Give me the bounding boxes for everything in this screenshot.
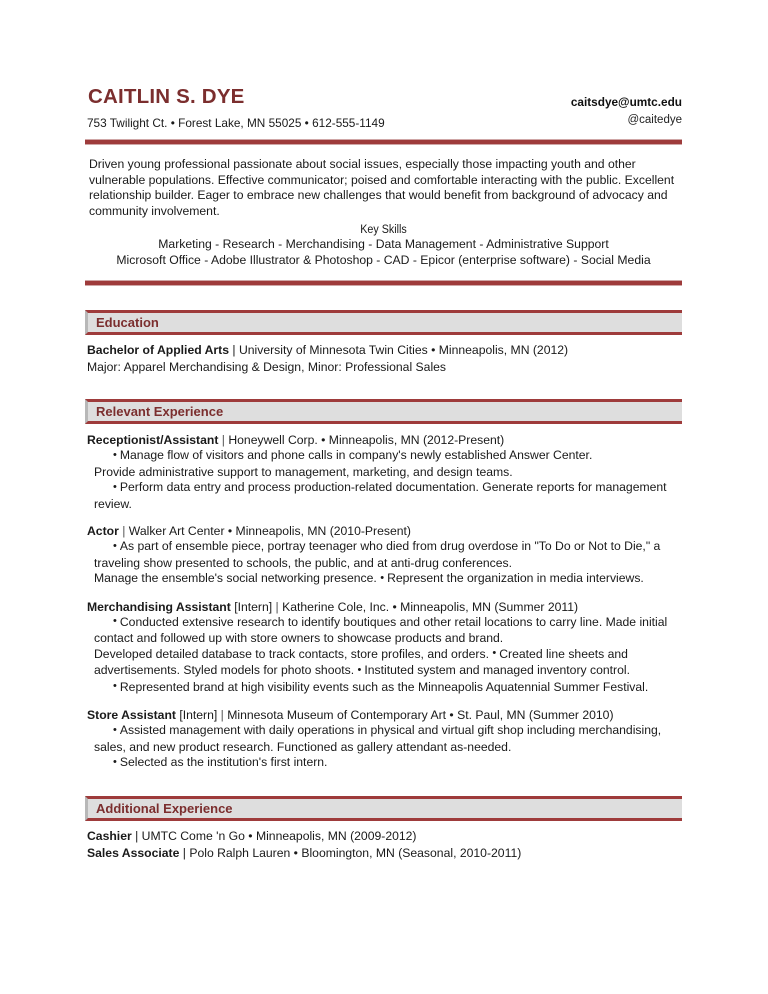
additional-experience-organization: UMTC Come 'n Go • Minneapolis, MN (2009-2012) xyxy=(141,828,417,843)
experience-entry xyxy=(87,432,682,512)
bullet-icon: • xyxy=(113,755,117,768)
experience-bullet xyxy=(87,448,682,465)
experience-divider: | xyxy=(272,599,283,614)
experience-entry-heading xyxy=(87,707,682,723)
experience-bullet xyxy=(87,647,682,680)
experience-bullet-text: As part of ensemble piece, portray teenager who died from drug overdose in "To Do or Not to Die," a traveling show presented to schools, the public, and at anti-drug conferences. xyxy=(94,539,661,570)
education-divider: | xyxy=(228,343,239,357)
education-entries xyxy=(85,342,682,375)
experience-bullet-text: Assisted management with daily operations in physical and virtual gift shop including merchandising, sales, and new product research. Functioned as gallery attendant as-needed. xyxy=(94,723,662,754)
experience-bullet-text: Manage flow of visitors and phone calls in company's newly established Answer Center. xyxy=(119,448,593,462)
additional-experience-organization: Polo Ralph Lauren • Bloomington, MN (Seasonal, 2010-2011) xyxy=(189,845,522,860)
bullet-icon: • xyxy=(113,480,117,493)
additional-experience-divider: | xyxy=(179,845,190,860)
bullet-icon: • xyxy=(113,680,117,692)
experience-bullet-text: Instituted system and managed inventory control. xyxy=(364,663,630,677)
experience-bullet-text: Developed detailed database to track contacts, store profiles, and orders. xyxy=(94,646,489,661)
experience-bullet xyxy=(87,755,682,772)
experience-bullet xyxy=(87,723,682,755)
section-header-education-label: Education xyxy=(96,315,159,330)
experience-entry xyxy=(87,523,682,588)
contact-address: 753 Twilight Ct. • Forest Lake, MN 55025 • 612-555-1149 xyxy=(87,116,385,130)
summary-section xyxy=(85,157,682,268)
education-school: University of Minnesota Twin Cities • Minneapolis, MN (2012) xyxy=(238,343,569,357)
section-header-education xyxy=(85,310,682,335)
experience-bullet-text: Provide administrative support to management, marketing, and design teams. xyxy=(94,464,513,479)
experience-divider: | xyxy=(218,433,229,447)
additional-experience-row xyxy=(87,845,682,862)
experience-bullet xyxy=(87,571,682,588)
experience-bullet-text: Manage the ensemble's social networking presence. xyxy=(94,571,377,585)
bullet-icon: • xyxy=(113,723,117,736)
summary-divider-rule xyxy=(85,280,682,286)
experience-entry-heading xyxy=(87,432,682,448)
bullet-icon: • xyxy=(380,571,385,584)
experience-bullet-text: Represent the organization in media interviews. xyxy=(387,571,644,585)
additional-experience-divider: | xyxy=(131,828,142,843)
experience-entry-heading xyxy=(87,599,682,615)
education-degree: Bachelor of Applied Arts xyxy=(87,343,229,357)
experience-intern-tag: [Intern] xyxy=(175,708,218,722)
bullet-icon: • xyxy=(492,647,497,659)
additional-experience-title: Cashier xyxy=(87,828,132,843)
section-header-additional-experience-label: Additional Experience xyxy=(96,800,233,816)
contact-email[interactable]: caitsdye@umtc.edu xyxy=(570,95,682,109)
summary-paragraph: Driven young professional passionate about social issues, especially those impacting youth and other vulnerable populations. Effective communicator; poised and comfortable interacting with the public. Excellent relationship builder. Eager to embrace new challenges that would benefit from background of advocacy and community involvement. xyxy=(89,157,675,218)
resume-header xyxy=(85,80,682,132)
experience-bullet xyxy=(87,465,682,481)
key-skills-line-1: Marketing - Research - Merchandising - Data Management - Administrative Support xyxy=(158,237,609,251)
experience-entry-heading xyxy=(87,523,682,539)
section-header-additional-experience xyxy=(85,796,682,821)
experience-bullet-text: Conducted extensive research to identify boutiques and other retail locations to carry line. Made initial contact and followed up with store owners to showcase products and brand. xyxy=(94,614,668,645)
experience-entry xyxy=(87,599,682,697)
additional-experience-entries xyxy=(85,828,682,862)
experience-divider: | xyxy=(217,708,228,722)
education-detail-line: Major: Apparel Merchandising & Design, Minor: Professional Sales xyxy=(87,359,447,374)
key-skills-label: Key Skills xyxy=(360,222,407,236)
bullet-icon: • xyxy=(113,615,117,627)
additional-experience-row xyxy=(87,828,682,845)
key-skills-line-2: Microsoft Office - Adobe Illustrator & Photoshop - CAD - Epicor (enterprise software) - Social Media xyxy=(116,252,651,267)
experience-job-title: Store Assistant xyxy=(87,708,176,722)
experience-bullet-text: Created line sheets and advertisements. Styled models for photo shoots. xyxy=(94,646,628,677)
experience-entry xyxy=(87,707,682,772)
experience-job-title: Actor xyxy=(87,524,119,538)
experience-bullet xyxy=(87,680,682,697)
bullet-icon: • xyxy=(357,663,362,676)
experience-bullet xyxy=(87,615,682,647)
experience-bullet xyxy=(87,539,682,571)
experience-bullet-text: Represented brand at high visibility events such as the Minneapolis Aquatennial Summer Festival. xyxy=(119,679,649,694)
experience-organization: Walker Art Center • Minneapolis, MN (2010-Present) xyxy=(128,524,411,538)
page-title: CAITLIN S. DYE xyxy=(88,85,245,108)
bullet-icon: • xyxy=(113,539,117,552)
experience-job-title: Receptionist/Assistant xyxy=(87,433,219,447)
experience-organization: Honeywell Corp. • Minneapolis, MN (2012-Present) xyxy=(228,433,505,447)
education-degree-line xyxy=(87,342,682,359)
experience-bullet-text: Perform data entry and process production-related documentation. Generate reports for management review. xyxy=(94,480,667,511)
experience-organization: Minnesota Museum of Contemporary Art • St. Paul, MN (Summer 2010) xyxy=(227,708,614,722)
relevant-experience-entries xyxy=(85,432,682,772)
section-header-relevant-experience-label: Relevant Experience xyxy=(96,404,224,419)
resume-content xyxy=(85,80,682,862)
experience-bullet xyxy=(87,480,682,512)
experience-intern-tag: [Intern] xyxy=(230,599,273,614)
experience-organization: Katherine Cole, Inc. • Minneapolis, MN (Summer 2011) xyxy=(282,599,579,614)
experience-divider: | xyxy=(118,524,129,538)
additional-experience-title: Sales Associate xyxy=(87,845,180,860)
bullet-icon: • xyxy=(113,448,117,461)
header-divider-rule xyxy=(85,139,682,145)
contact-social-handle[interactable]: @caitedye xyxy=(627,114,682,126)
experience-job-title: Merchandising Assistant xyxy=(87,599,231,614)
experience-bullet-text: Selected as the institution's first intern. xyxy=(119,755,328,769)
section-header-relevant-experience xyxy=(85,399,682,424)
